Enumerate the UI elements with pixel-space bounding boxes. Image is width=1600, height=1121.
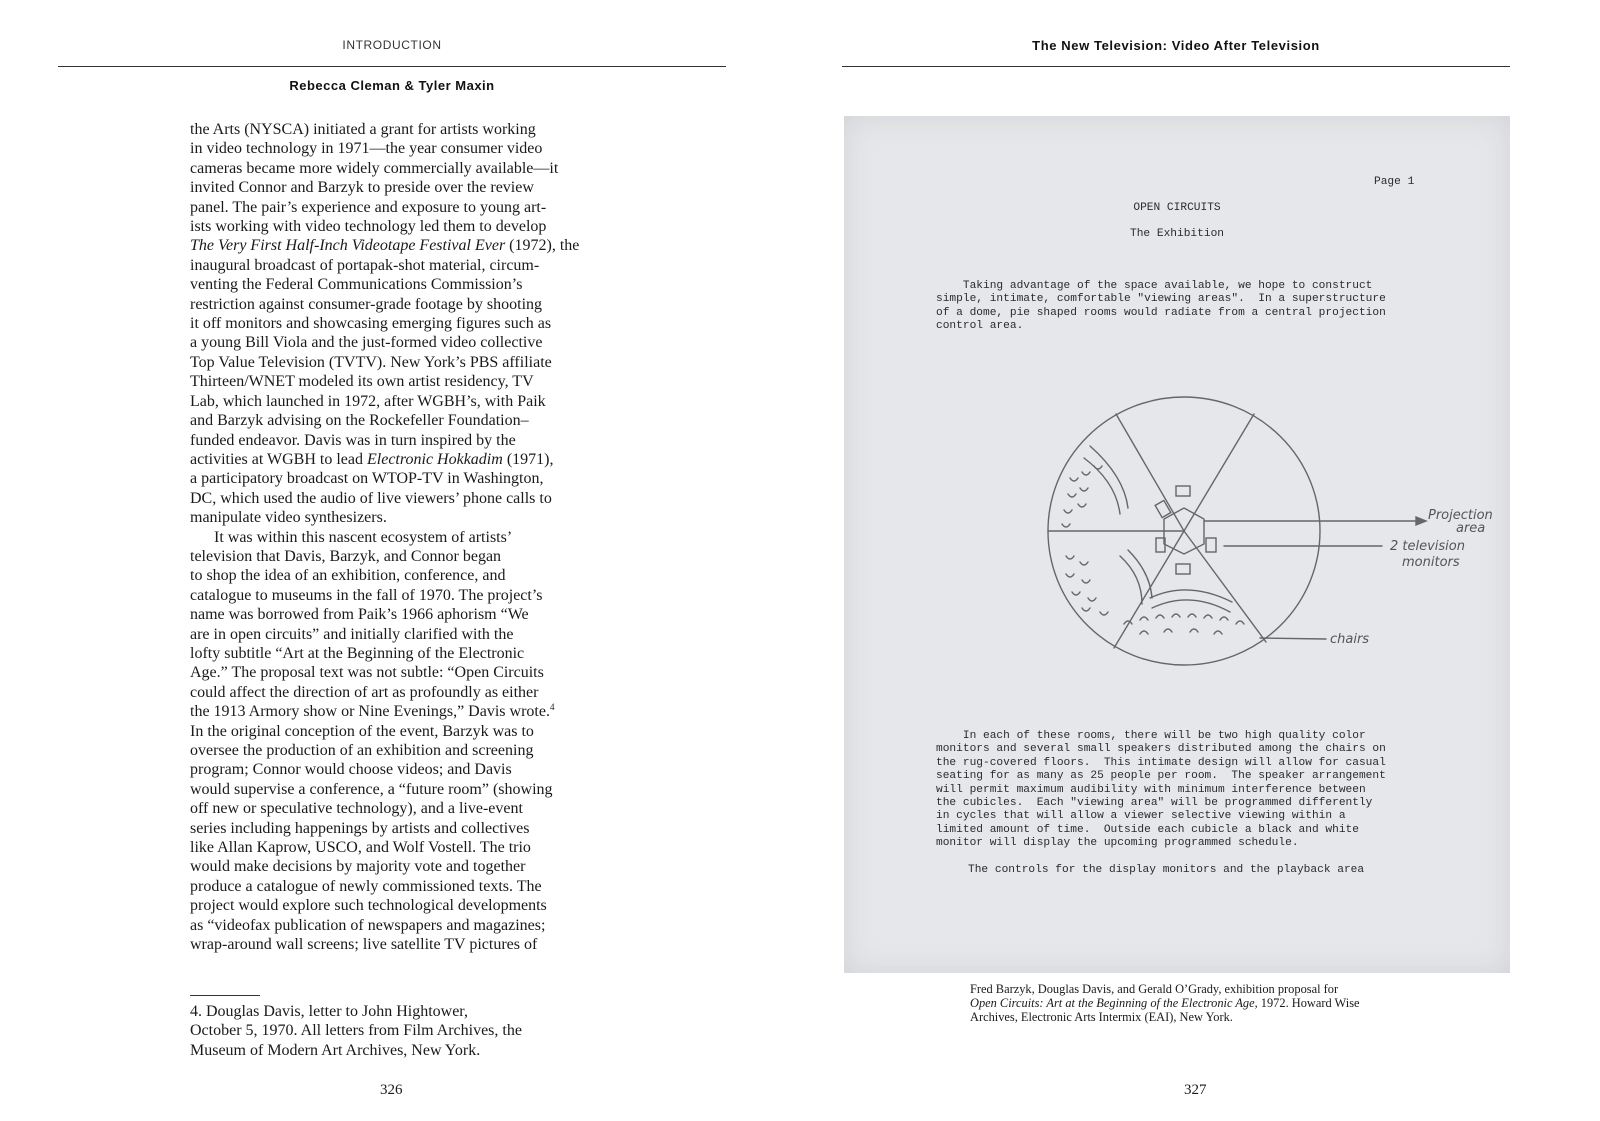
text-run: In the original conception of the event, Barzyk was to — [190, 722, 534, 740]
text-run: to shop the idea of an exhibition, conference, and — [190, 567, 506, 585]
monitor-sketch — [1176, 486, 1190, 496]
chairs-line — [1260, 638, 1326, 639]
monitor-sketch — [1206, 538, 1216, 552]
text-run: series including happenings by artists and collectives — [190, 819, 530, 837]
body-paragraph — [190, 528, 608, 955]
footnote — [190, 1002, 590, 1060]
footnote-line: October 5, 1970. All letters from Film Archives, the — [190, 1022, 522, 1040]
running-head-right: The New Television: Video After Television — [1032, 38, 1320, 53]
text-run: Thirteen/WNET modeled its own artist residency, TV — [190, 373, 534, 391]
label-monitors: 2 television — [1390, 539, 1465, 554]
label-monitors-2: monitors — [1402, 555, 1460, 570]
chair-arc — [1152, 600, 1230, 612]
text-run: , 1972. Howard Wise — [1254, 996, 1360, 1011]
text-run: Age.” The proposal text was not subtle: “Open Circuits — [190, 664, 544, 682]
folio-right: 327 — [1184, 1082, 1207, 1098]
text-run: cameras became more widely commercially available—it — [190, 159, 559, 177]
italic-title: Electronic Hokkadim — [367, 450, 503, 468]
text-run: like Allan Kaprow, USCO, and Wolf Vostell. The trio — [190, 839, 531, 857]
text-run: DC, which used the audio of live viewers’ phone calls to — [190, 489, 552, 507]
text-run: venting the Federal Communications Commission’s — [190, 276, 523, 294]
italic-title: Open Circuits: Art at the Beginning of the Electronic Age — [970, 996, 1255, 1011]
document-subtitle: The Exhibition — [1130, 228, 1224, 240]
text-run: a participatory broadcast on WTOP-TV in Washington, — [190, 470, 544, 488]
running-head-left: INTRODUCTION — [342, 38, 442, 52]
body-text — [190, 120, 608, 954]
text-run: (1971), — [502, 450, 554, 468]
footnote-line: 4. Douglas Davis, letter to John Hightower, — [190, 1003, 468, 1020]
text-run: the Arts (NYSCA) initiated a grant for artists working — [190, 121, 536, 138]
italic-title: The Very First Half-Inch Videotape Festival Ever — [190, 237, 506, 255]
text-run: a young Bill Viola and the just-formed video collective — [190, 334, 543, 352]
text-run: wrap-around wall screens; live satellite TV pictures of — [190, 936, 538, 954]
document-title: OPEN CIRCUITS — [1133, 202, 1221, 214]
text-run: Archives, Electronic Arts Intermix (EAI), New York. — [970, 1010, 1233, 1025]
body-paragraph — [190, 120, 608, 528]
text-run: funded endeavor. Davis was in turn inspired by the — [190, 431, 516, 449]
arrow-head — [1416, 517, 1426, 525]
chair-marks — [1066, 556, 1108, 615]
text-run: panel. The pair’s experience and exposure to young art- — [190, 198, 547, 216]
text-run: restriction against consumer-grade footage by shooting — [190, 295, 543, 313]
text-run: inaugural broadcast of portapak-shot material, circum- — [190, 256, 540, 274]
floor-plan-sketch — [1024, 386, 1494, 676]
text-run: in video technology in 1971—the year consumer video — [190, 140, 543, 158]
text-run: produce a catalogue of newly commissioned texts. The — [190, 877, 542, 895]
text-run: are in open circuits” and initially clarified with the — [190, 625, 514, 643]
document-paragraph-2: In each of these rooms, there will be two high quality color monitors and several small speakers distributed among the chairs on the rug-covered floors. This intimate design will allow for casual seating for as many as 25 people per room. The speaker arrangement will permit maximum audibility with minimum interference between the cubicles. Each "viewing area" will be programmed differently in cycles that will allow a viewer selective viewing within a limited amount of time. Outside each cubicle a black and white monitor will display the upcoming programmed schedule. — [936, 730, 1386, 850]
label-projection-area: area — [1456, 521, 1486, 536]
label-projection: Projection — [1428, 508, 1493, 523]
text-run: ists working with video technology led them to develop — [190, 218, 547, 236]
text-run: off new or speculative technology), and a live-event — [190, 800, 523, 818]
text-run: invited Connor and Barzyk to preside over the review — [190, 179, 534, 197]
archival-document-figure — [844, 116, 1510, 973]
text-run: could affect the direction of art as profoundly as either — [190, 683, 539, 701]
document-page-label: Page 1 — [1374, 176, 1415, 188]
header-rule-left — [58, 66, 726, 67]
text-run: and Barzyk advising on the Rockefeller Foundation– — [190, 412, 529, 430]
text-run: Top Value Television (TVTV). New York’s PBS affiliate — [190, 353, 552, 371]
text-run: catalogue to museums in the fall of 1970. The project’s — [190, 586, 543, 604]
text-run: would make decisions by majority vote and together — [190, 858, 526, 876]
text-run: Fred Barzyk, Douglas Davis, and Gerald O’Grady, exhibition proposal for — [970, 982, 1339, 996]
right-page — [800, 0, 1600, 1121]
figure-caption — [970, 982, 1390, 1025]
footnote-ref: 4 — [549, 702, 555, 713]
footnote-rule — [190, 995, 260, 996]
chair-arc — [1090, 446, 1128, 508]
text-run: manipulate video synthesizers. — [190, 509, 387, 527]
header-rule-right — [842, 66, 1510, 67]
text-run: activities at WGBH to lead — [190, 450, 367, 468]
text-run: It was within this nascent ecosystem of artists’ — [214, 528, 513, 546]
text-run: name was borrowed from Paik’s 1966 aphorism “We — [190, 606, 529, 624]
text-run: the 1913 Armory show or Nine Evenings,” Davis wrote. — [190, 703, 550, 721]
text-run: (1972), the — [505, 237, 580, 255]
text-run: oversee the production of an exhibition and screening — [190, 742, 534, 759]
author-line: Rebecca Cleman & Tyler Maxin — [289, 78, 495, 93]
text-run: television that Davis, Barzyk, and Connor began — [190, 547, 502, 565]
text-run: Lab, which launched in 1972, after WGBH’s, with Paik — [190, 392, 546, 410]
text-run: lofty subtitle “Art at the Beginning of the Electronic — [190, 644, 525, 662]
footnote-line: Museum of Modern Art Archives, New York. — [190, 1041, 481, 1059]
monitor-sketch — [1176, 564, 1190, 574]
text-run: would supervise a conference, a “future room” (showing — [190, 780, 553, 798]
chair-marks — [1062, 466, 1102, 527]
document-paragraph-3: The controls for the display monitors and the playback area — [968, 864, 1365, 876]
folio-left: 326 — [380, 1082, 403, 1098]
text-run: it off monitors and showcasing emerging figures such as — [190, 315, 552, 333]
document-paragraph-1: Taking advantage of the space available, we hope to construct simple, intimate, comfortable "viewing areas". In a superstructure of a dome, pie shaped rooms would radiate from a central projection control area. — [936, 280, 1386, 333]
text-run: as “videofax publication of newspapers and magazines; — [190, 916, 546, 934]
label-chairs: chairs — [1330, 632, 1370, 647]
text-run: program; Connor would choose videos; and Davis — [190, 761, 512, 779]
chair-marks — [1124, 614, 1244, 634]
text-run: project would explore such technological developments — [190, 897, 547, 915]
